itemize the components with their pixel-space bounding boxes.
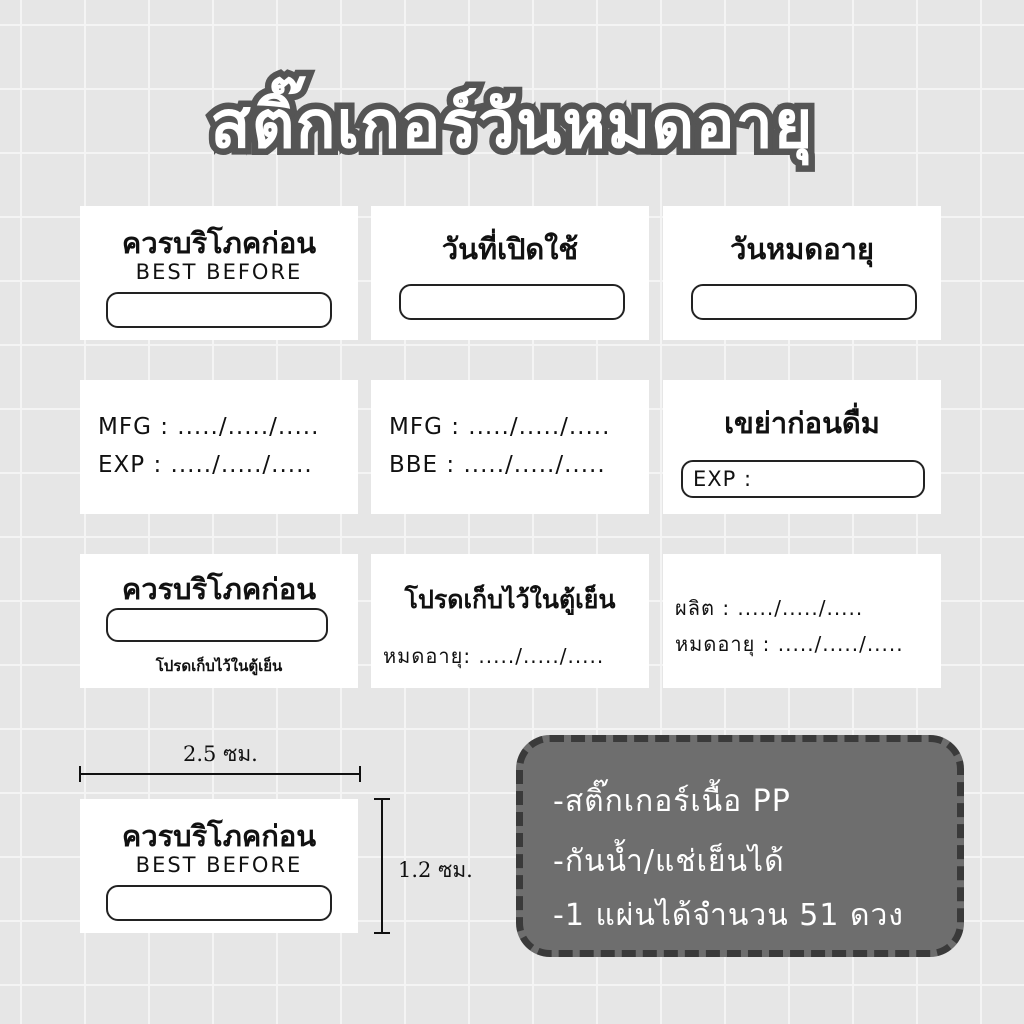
sticker-expiry-date	[663, 206, 941, 340]
sticker-made-expiry	[663, 554, 941, 688]
sticker-mfg-exp	[80, 380, 358, 514]
sticker-heading: ควรบริโภคก่อน	[121, 572, 317, 606]
sticker-heading: วันหมดอายุ	[730, 232, 874, 266]
width-dimension-line	[78, 764, 362, 784]
date-write-box	[106, 608, 328, 642]
sticker-subheading: BEST BEFORE	[135, 260, 303, 284]
width-dimension-label: 2.5 ซม.	[183, 742, 258, 766]
sticker-best-before	[80, 206, 358, 340]
feature-material: -สติ๊กเกอร์เนื้อ PP	[553, 784, 791, 819]
height-dimension-line	[372, 797, 392, 935]
date-write-box	[399, 284, 625, 320]
date-write-box	[106, 885, 332, 921]
feature-quantity: -1 แผ่นได้จำนวน 51 ดวง	[553, 898, 904, 933]
expiry-line: หมดอายุ: ...../...../.....	[383, 644, 605, 668]
sticker-fridge-expiry	[371, 554, 649, 688]
exp-field-label: EXP :	[693, 467, 753, 491]
features-box	[516, 735, 964, 957]
mfg-line: MFG : ...../...../.....	[389, 414, 611, 440]
date-write-box	[691, 284, 917, 320]
date-write-box	[106, 292, 332, 328]
made-line: ผลิต : ...../...../.....	[675, 596, 864, 620]
sticker-note: โปรดเก็บไว้ในตู้เย็น	[155, 657, 283, 675]
sticker-heading: โปรดเก็บไว้ในตู้เย็น	[404, 585, 616, 614]
sticker-subheading: BEST BEFORE	[135, 853, 303, 877]
sticker-heading: ควรบริโภคก่อน	[121, 819, 317, 853]
sticker-mfg-bbe	[371, 380, 649, 514]
sticker-heading: เขย่าก่อนดื่ม	[724, 406, 880, 440]
exp-line: EXP : ...../...../.....	[98, 452, 313, 478]
sticker-sample-best-before	[80, 799, 358, 933]
expiry-line: หมดอายุ : ...../...../.....	[675, 632, 904, 656]
feature-waterproof: -กันน้ำ/แช่เย็นได้	[553, 844, 785, 879]
page-title: สติ๊กเกอร์วันหมดอายุ	[210, 86, 814, 163]
sticker-shake-before-drinking	[663, 380, 941, 514]
exp-write-box	[681, 460, 925, 498]
bbe-line: BBE : ...../...../.....	[389, 452, 606, 478]
sticker-best-before-fridge	[80, 554, 358, 688]
sticker-heading: วันที่เปิดใช้	[441, 232, 579, 266]
mfg-line: MFG : ...../...../.....	[98, 414, 320, 440]
sticker-heading: ควรบริโภคก่อน	[121, 226, 317, 260]
sticker-opened-date	[371, 206, 649, 340]
height-dimension-label: 1.2 ซม.	[398, 858, 473, 882]
